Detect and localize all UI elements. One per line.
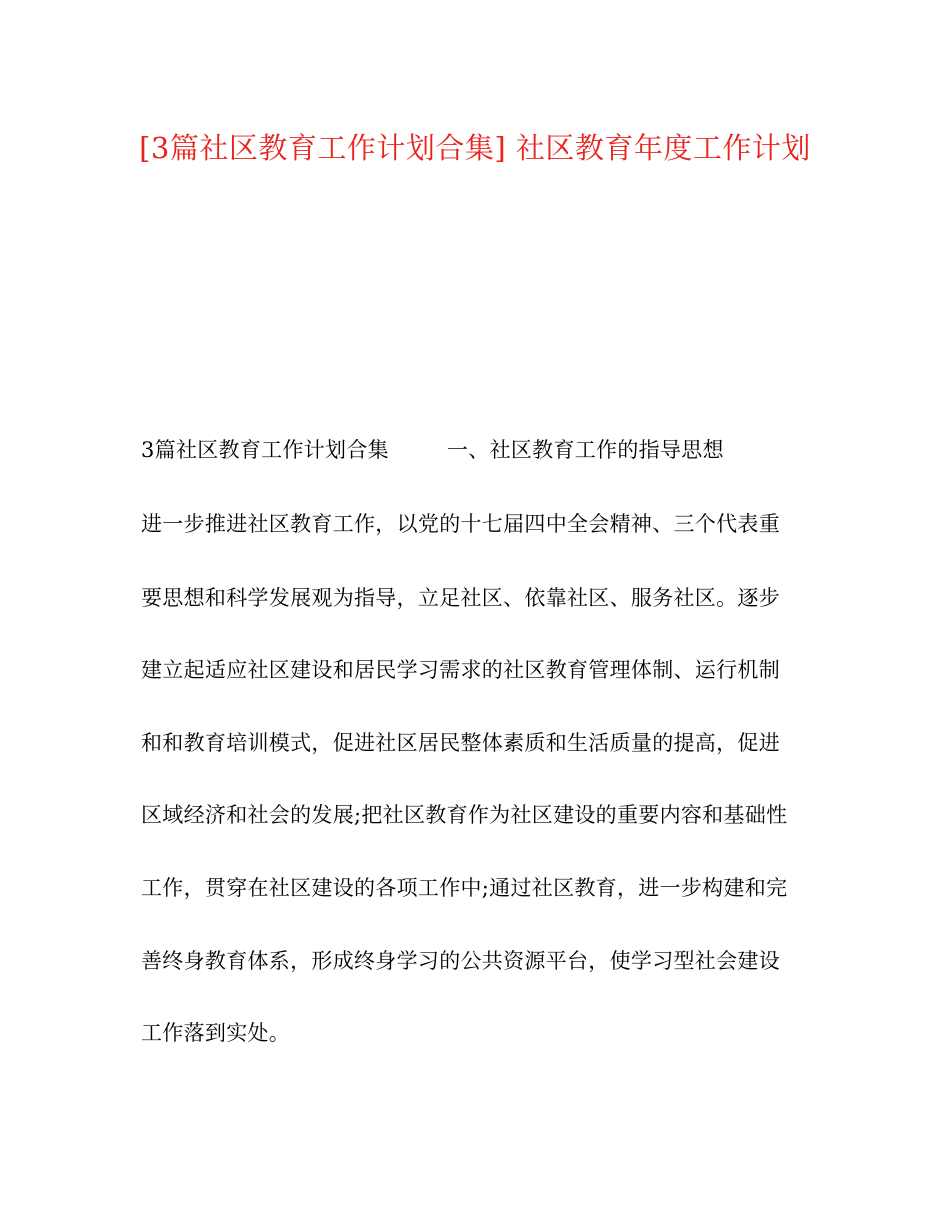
document-title: [3篇社区教育工作计划合集] 社区教育年度工作计划 <box>139 131 811 165</box>
paragraph-line: 工作落到实处。 <box>141 1021 291 1045</box>
paragraph-line: 和和教育培训模式，促进社区居民整体素质和生活质量的提高，促进 <box>141 731 780 755</box>
collection-label: 3篇社区教育工作计划合集 <box>141 438 389 462</box>
paragraph-line: 进一步推进社区教育工作，以党的十七届四中全会精神、三个代表重 <box>141 512 780 536</box>
paragraph-line: 区域经济和社会的发展;把社区教育作为社区建设的重要内容和基础性 <box>141 803 788 827</box>
section-heading: 一、社区教育工作的指导思想 <box>446 438 724 462</box>
paragraph-line: 要思想和科学发展观为指导，立足社区、依靠社区、服务社区。逐步 <box>141 586 780 610</box>
paragraph-line: 建立起适应社区建设和居民学习需求的社区教育管理体制、运行机制 <box>141 658 780 682</box>
paragraph-line: 工作，贯穿在社区建设的各项工作中;通过社区教育，进一步构建和完 <box>141 876 788 900</box>
paragraph-line: 善终身教育体系，形成终身学习的公共资源平台，使学习型社会建设 <box>141 949 780 973</box>
intro-line <box>141 435 821 465</box>
